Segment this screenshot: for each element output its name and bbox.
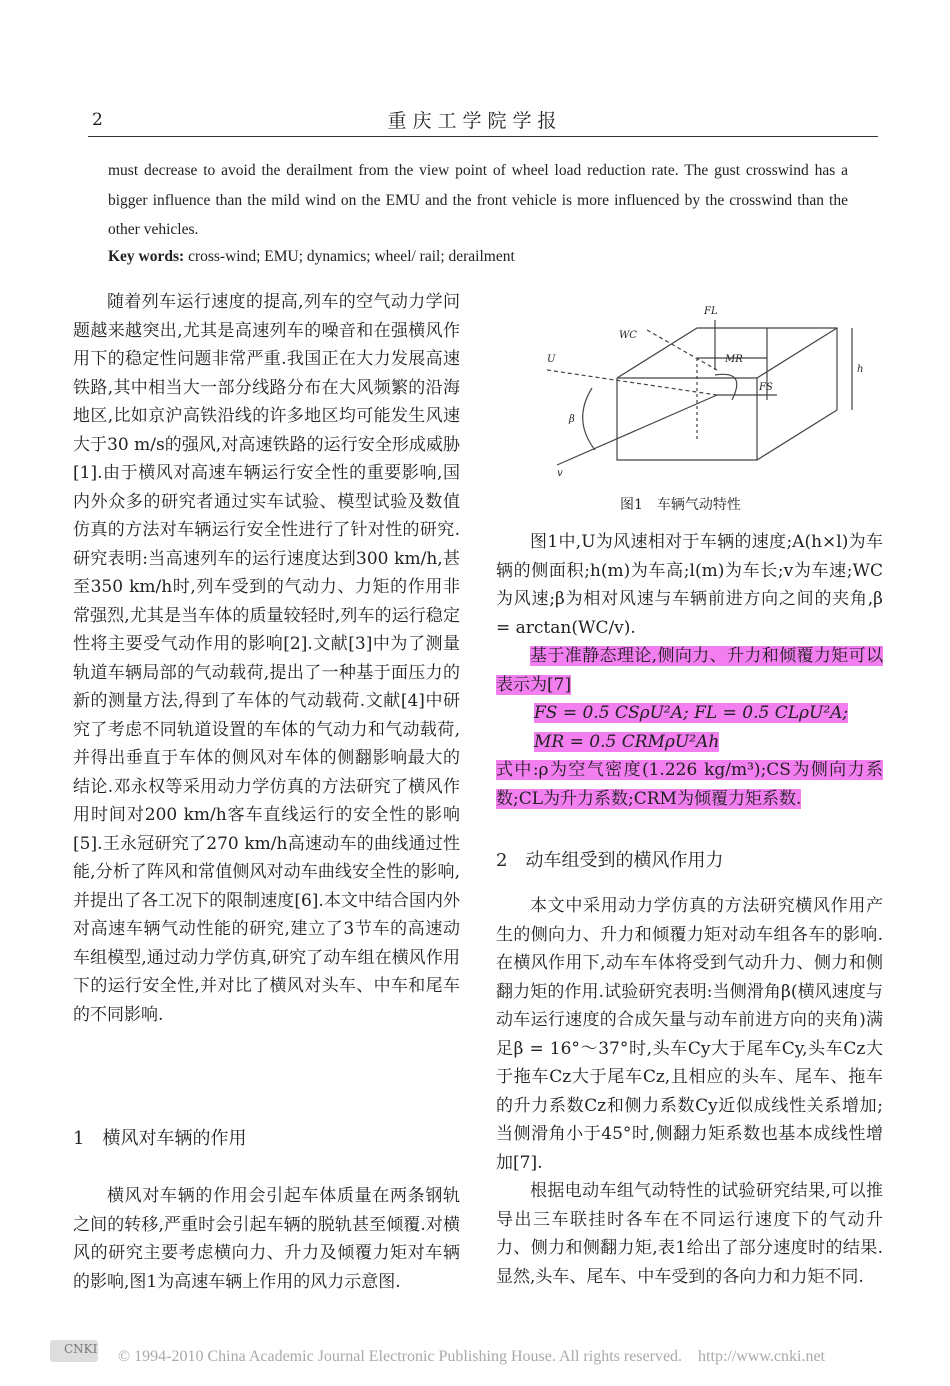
- abstract-tail: must decrease to avoid the derailment from the view point of wheel load reduction rate. The gust crosswind has a bigger influence than the mild wind on the EMU and the front vehicle is more influenced by the crosswind than the other vehicles.: [108, 162, 848, 238]
- copyright-footer: © 1994-2010 China Academic Journal Electronic Publishing House. All rights reserved. http://www.cnki.net: [118, 1348, 825, 1365]
- figure-explanation: [496, 528, 883, 813]
- label-u: U: [547, 354, 556, 365]
- section1-body: [73, 1182, 460, 1296]
- fig-text-paragraph: 图1中,U为风速相对于车辆的速度;A(h×l)为车辆的侧面积;h(m)为车高;l(m)为车长;v为车速;WC为风速;β为相对风速与车辆前进方向之间的夹角,β = arctan(WC/v).: [496, 532, 883, 638]
- label-h: h: [857, 364, 864, 375]
- journal-title: 重庆工学院学报: [387, 110, 563, 132]
- label-wc: WC: [619, 330, 637, 341]
- label-v: v: [557, 468, 563, 479]
- figure-vehicle-aero: [537, 300, 887, 480]
- label-fl: FL: [704, 306, 718, 317]
- vehicle-box-outline: [617, 328, 837, 460]
- section1-heading: 1 横风对车辆的作用: [73, 1128, 247, 1149]
- section2-body: [496, 892, 883, 1291]
- equation-forces: FS = 0.5 CSρU²A; FL = 0.5 CLρU²A;: [534, 703, 849, 723]
- intro-section: [73, 288, 460, 1029]
- quasi-static-intro: 基于准静态理论,侧向力、升力和倾覆力矩可以表示为[7]: [496, 646, 883, 695]
- section1-paragraph: 横风对车辆的作用会引起车体质量在两条钢轨之间的转移,严重时会引起车辆的脱轨甚至倾覆.对横风的研究主要考虑横向力、升力及倾覆力矩对车辆的影响,图1为高速车辆上作用的风力示意图.: [73, 1186, 460, 1292]
- wind-wc-arrow: [647, 330, 717, 370]
- beta-arc: [583, 388, 595, 450]
- section2-paragraph-2: 根据电动车组气动特性的试验研究结果,可以推导出三车联挂时各车在不同运行速度下的气动升力、侧力和侧翻力矩,表1给出了部分速度时的结果.显然,头车、尾车、中车受到的各向力和力矩不同.: [496, 1181, 883, 1287]
- keywords-label: Key words:: [108, 248, 185, 265]
- vehicle-box-edge: [757, 328, 837, 378]
- velocity-v-line: [557, 395, 717, 465]
- equation-where: 式中:ρ为空气密度(1.226 kg/m³);CS为侧向力系数;CL为升力系数;CRM为倾覆力矩系数.: [496, 760, 883, 809]
- figure-caption: 图1 车辆气动特性: [620, 497, 741, 513]
- label-fs: FS: [759, 382, 773, 393]
- keywords-text: cross-wind; EMU; dynamics; wheel/ rail; derailment: [188, 248, 515, 265]
- header-rule: [88, 136, 878, 137]
- keywords: [108, 242, 848, 272]
- page-number: 2: [92, 110, 103, 130]
- label-mr: MR: [725, 354, 743, 365]
- cnki-logo: CNKI: [50, 1340, 98, 1362]
- section2-heading: 2 动车组受到的横风作用力: [496, 850, 724, 871]
- intro-paragraph: 随着列车运行速度的提高,列车的空气动力学问题越来越突出,尤其是高速列车的噪音和在强横风作用下的稳定性问题非常严重.我国正在大力发展高速铁路,其中相当大一部分线路分布在大风频繁的沿海地区,比如京沪高铁沿线的许多地区均可能发生风速大于30 m/s的强风,对高速铁路的运行安全形成威胁[1].由于横风对高速车辆运行安全性的重要影响,国内外众多的研究者通过实车试验、模型试验及数值仿真的方法对车辆运行安全性进行了针对性的研究.研究表明:当高速列车的运行速度达到300 km/h,甚至350 km/h时,列车受到的气动力、力矩的作用非常强烈,尤其是当车体的质量较轻时,列车的运行稳定性将主要受气动作用的影响[2].文献[3]中为了测量轨道车辆局部的气动载荷,提出了一种基于面压力的新的测量方法,得到了车体的气动载荷.文献[4]中研究了考虑不同轨道设置的车体的气动力和气动载荷,并得出垂直于车体的侧风对车体的侧翻影响最大的结论.邓永权等采用动力学仿真的方法研究了横风作用时间对200 km/h客车直线运行的安全性的影响[5].王永冠研究了270 km/h高速动车的曲线通过性能,分析了阵风和常值侧风对动车曲线安全性的影响,并提出了各工况下的限制速度[6].本文中结合国内外对高速车辆气动性能的研究,建立了3节车的高速动车组模型,通过动力学仿真,研究了动车组在横风作用下的运行安全性,并对比了横风对头车、中车和尾车的不同影响.: [73, 292, 460, 1025]
- label-beta: β: [569, 414, 575, 425]
- equation-moment: MR = 0.5 CRMρU²Ah: [534, 731, 720, 752]
- section2-paragraph-1: 本文中采用动力学仿真的方法研究横风作用产生的侧向力、升力和倾覆力矩对动车组各车的影响.在横风作用下,动车车体将受到气动升力、侧力和侧翻力矩的作用.试验研究表明:当侧滑角β(横风速度与动车运行速度的合成矢量与动车前进方向的夹角)满足β = 16°～37°时,头车Cy大于尾车Cy,头车Cz大于拖车Cz大于尾车Cz,且相应的头车、尾车、拖车的升力系数Cz和侧力系数Cy近似成线性关系增加;当侧滑角小于45°时,侧翻力矩系数也基本成线性增加[7].: [496, 896, 883, 1173]
- wind-u-arrow: [547, 370, 717, 395]
